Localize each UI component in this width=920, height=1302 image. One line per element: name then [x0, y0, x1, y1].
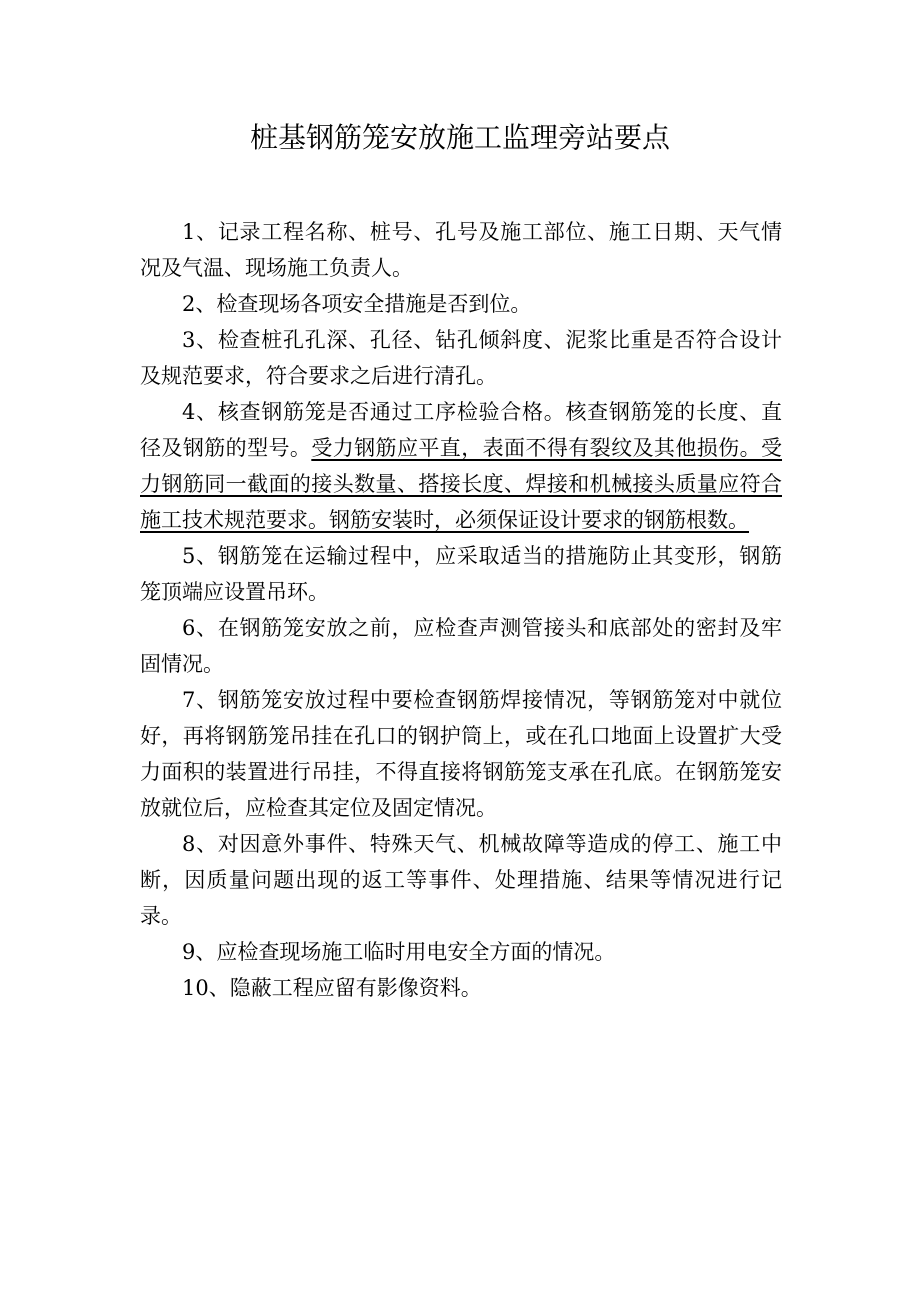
list-item: [140, 934, 782, 970]
item-text: 4、核查钢筋笼是否通过工序检验合格。核查钢筋笼的长度、直径及钢筋的型号。: [140, 400, 782, 460]
item-text: 8、对因意外事件、特殊天气、机械故障等造成的停工、施工中断，因质量问题出现的返工等事件、处理措施、结果等情况进行记录。: [140, 832, 782, 928]
underlined-requirement-text: 受力钢筋应平直，表面不得有裂纹及其他损伤。受力钢筋同一截面的接头数量、搭接长度、焊接和机械接头质量应符合施工技术规范要求。钢筋安装时，必须保证设计要求的钢筋根数。: [140, 436, 783, 532]
item-text: 2、检查现场各项安全措施是否到位。: [182, 292, 532, 316]
list-item: [140, 538, 782, 610]
list-item: [140, 286, 782, 322]
list-item: [140, 970, 782, 1006]
item-text: 1、记录工程名称、桩号、孔号及施工部位、施工日期、天气情况及气温、现场施工负责人。: [140, 220, 782, 280]
list-item: [140, 826, 782, 934]
list-item: [140, 394, 782, 538]
list-item: [140, 682, 782, 826]
list-item: [140, 610, 782, 682]
list-item: [140, 214, 782, 286]
item-text: 10、隐蔽工程应留有影像资料。: [182, 976, 482, 1000]
list-item: [140, 322, 782, 394]
item-text: 6、在钢筋笼安放之前，应检查声测管接头和底部处的密封及牢固情况。: [140, 616, 782, 676]
item-text: 7、钢筋笼安放过程中要检查钢筋焊接情况，等钢筋笼对中就位好，再将钢筋笼吊挂在孔口的钢护筒上，或在孔口地面上设置扩大受力面积的装置进行吊挂，不得直接将钢筋笼支承在孔底。在钢筋笼安放就位后，应检查其定位及固定情况。: [140, 688, 782, 820]
item-text: 3、检查桩孔孔深、孔径、钻孔倾斜度、泥浆比重是否符合设计及规范要求，符合要求之后进行清孔。: [140, 328, 782, 388]
document-body: [140, 214, 782, 1006]
item-text: 5、钢筋笼在运输过程中，应采取适当的措施防止其变形，钢筋笼顶端应设置吊环。: [140, 544, 782, 604]
item-text: 9、应检查现场施工临时用电安全方面的情况。: [182, 940, 616, 964]
document-title: 桩基钢筋笼安放施工监理旁站要点: [249, 121, 670, 154]
